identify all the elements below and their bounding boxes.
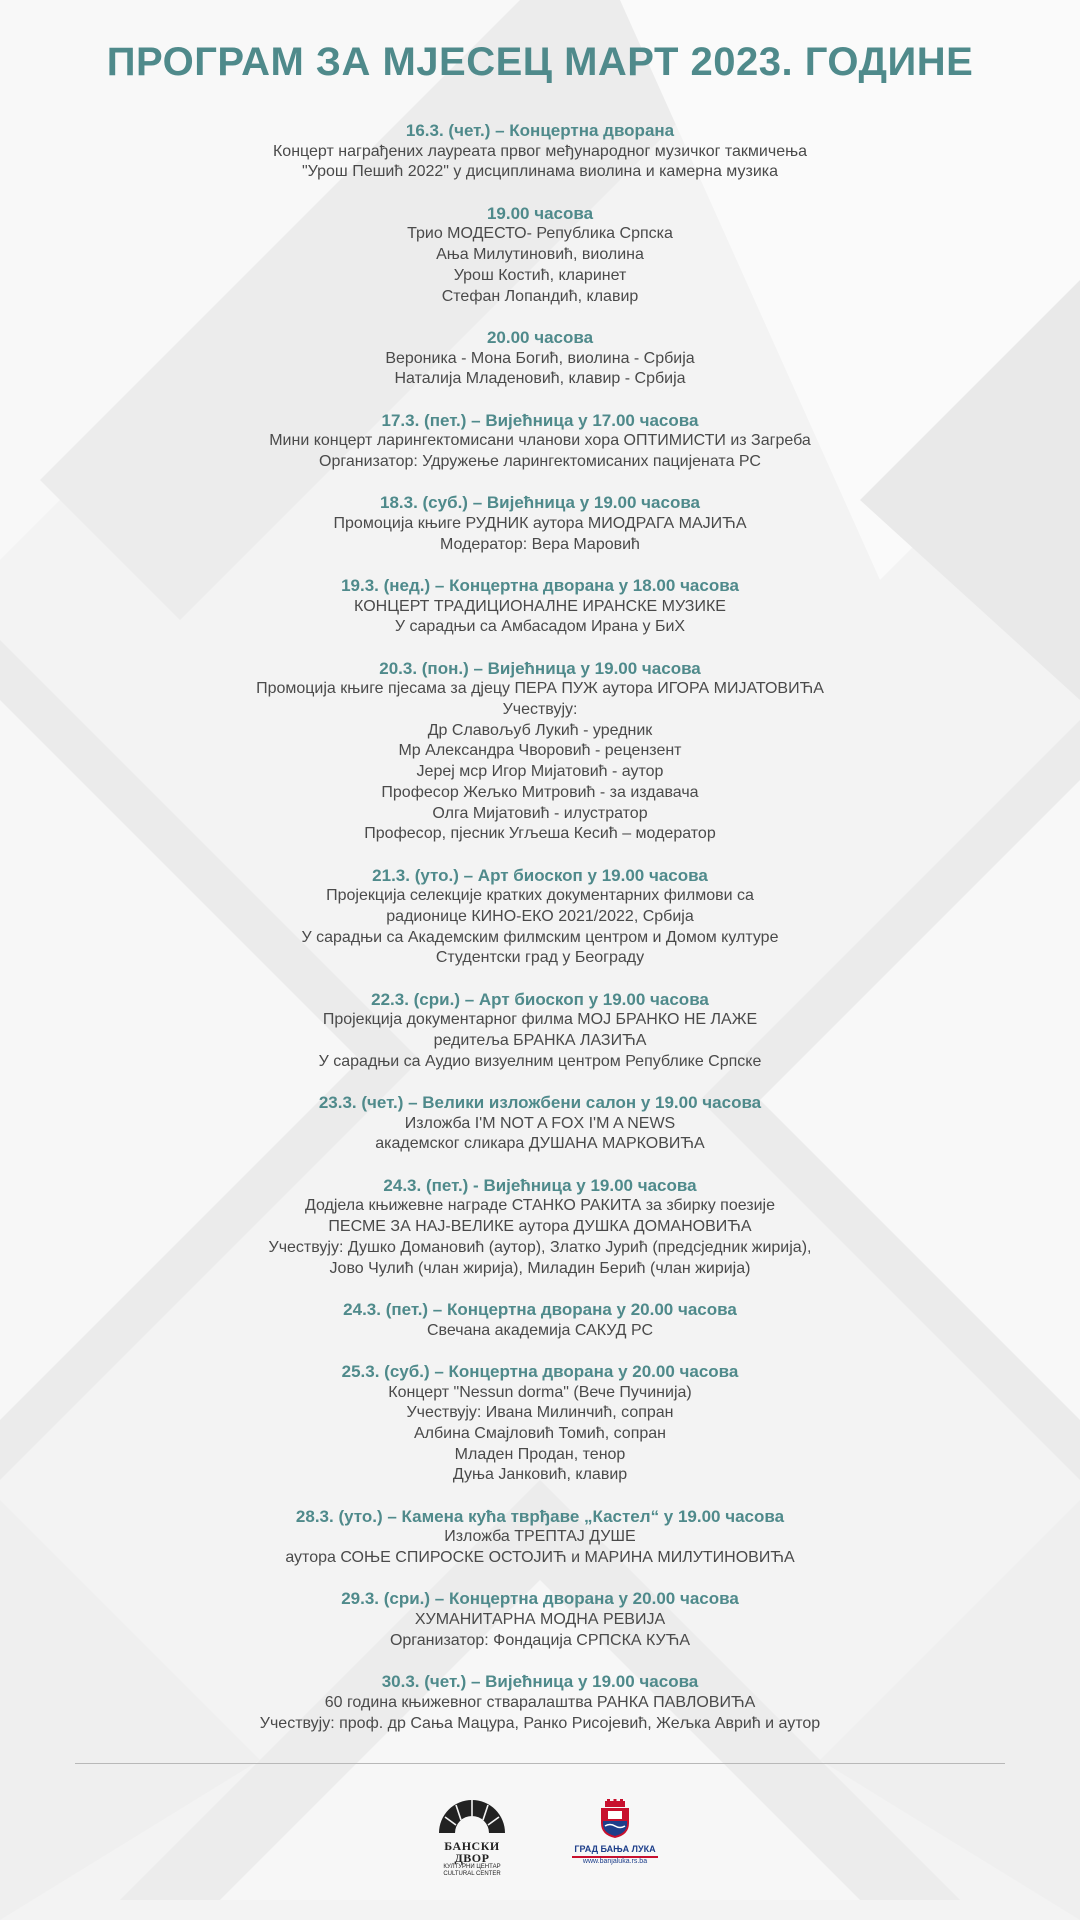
event-detail-line: Наталија Младеновић, клавир - Србија [394, 370, 686, 388]
event-detail-line: КОНЦЕРТ ТРАДИЦИОНАЛНЕ ИРАНСКЕ МУЗИКЕ [354, 597, 726, 615]
event-item [0, 866, 1080, 970]
event-detail-line: Модератор: Вера Маровић [440, 535, 640, 553]
event-detail-line: Додјела књижевне награде СТАНКО РАКИТА за збирку поезије [304, 1197, 776, 1215]
event-detail-line: У сарадњи са Академским филмским центром и Домом културе [301, 928, 779, 946]
event-detail-line: Учествују: Душко Домановић (аутор), Златко Јурић (предсједник жирија), [268, 1238, 812, 1256]
banski-dvor-arch-icon [437, 1795, 507, 1835]
event-heading: 18.3. (суб.) – Вијећница у 19.00 часова [379, 493, 701, 513]
event-detail-line: Урош Костић, кларинет [453, 266, 627, 284]
event-item [0, 411, 1080, 473]
banski-dvor-subtitle-en: CULTURAL CENTER [443, 1871, 501, 1877]
event-detail-line: Стефан Лопандић, клавир [441, 287, 639, 305]
event-heading: 20.3. (пон.) – Вијећница у 19.00 часова [379, 658, 701, 678]
event-heading: 16.3. (чет.) – Концертна дворана [405, 121, 675, 140]
event-item [0, 659, 1080, 845]
event-detail-line: "Урош Пешић 2022" у дисциплинама виолина и камерна музика [301, 163, 779, 181]
event-heading: 20.00 часова [486, 327, 594, 347]
event-detail-line: Организатор: Фондација СРПСКА КУЋА [389, 1631, 691, 1649]
event-detail-line: Свечана академија САКУД РС [426, 1321, 654, 1339]
event-heading: 19.3. (нед.) – Концертна дворана у 18.00 часова [341, 575, 739, 595]
event-detail-line: 60 година књижевног стваралаштва РАНКА ПАВЛОВИЋА [324, 1693, 756, 1711]
event-detail-line: Мини концерт ларингектомисани чланови хора ОПТИМИСТИ из Загреба [269, 432, 811, 450]
event-heading: 21.3. (уто.) – Арт биоскоп у 19.00 часова [372, 865, 708, 885]
event-heading: 17.3. (пет.) – Вијећница у 17.00 часова [381, 410, 699, 430]
event-detail-line: академског сликара ДУШАНА МАРКОВИЋА [375, 1135, 705, 1153]
event-item [0, 493, 1080, 555]
event-detail-line: Трио МОДЕСТО- Република Српска [407, 225, 673, 243]
event-detail-line: ПЕСМЕ ЗА НАЈ-ВЕЛИКЕ аутора ДУШКА ДОМАНОВИЋА [328, 1218, 752, 1236]
event-item [0, 1362, 1080, 1486]
event-detail-line: Промоција књиге пјесама за дјецу ПЕРА ПУЖ аутора ИГОРА МИЈАТОВИЋА [256, 680, 824, 698]
event-heading: 25.3. (суб.) – Концертна дворана у 20.00 часова [341, 1361, 739, 1381]
event-detail-line: Пројекција селекције кратких документарних филмови са [326, 887, 754, 905]
event-detail-line: Јереј мср Игор Мијатовић - аутор [416, 763, 664, 781]
event-heading: 28.3. (уто.) – Камена кућа тврђаве „Кастел“ у 19.00 часова [295, 1506, 785, 1526]
event-detail-line: Професор, пјесник Угљеша Кесић – модератор [364, 825, 716, 843]
event-detail-line: Студентски град у Београду [435, 949, 645, 967]
event-heading: 24.3. (пет.) - Вијећница у 19.00 часова [383, 1175, 697, 1195]
event-item [0, 990, 1080, 1073]
event-detail-line: Концерт "Nessun dorma" (Вече Пучинија) [388, 1383, 692, 1401]
event-detail-line: Дуња Јанковић, клавир [452, 1466, 628, 1484]
event-item [0, 121, 1080, 183]
footer-divider [75, 1763, 1005, 1764]
event-item [0, 1176, 1080, 1280]
event-detail-line: Др Славољуб Лукић - уредник [427, 721, 653, 739]
event-detail-line: ХУМАНИТАРНА МОДНА РЕВИЈА [414, 1611, 666, 1629]
event-detail-line: Професор Жељко Митровић - за издавача [381, 783, 699, 801]
event-detail-line: редитеља БРАНКА ЛАЗИЋА [433, 1032, 647, 1050]
event-heading: 29.3. (сри.) – Концертна дворана у 20.00 часова [341, 1589, 739, 1609]
event-detail-line: У сарадњи са Аудио визуелним центром Републике Српске [318, 1052, 762, 1070]
event-detail-line: Промоција књиге РУДНИК аутора МИОДРАГА МАЈИЋА [333, 514, 747, 532]
event-detail-line: Олга Мијатовић - илустратор [432, 804, 648, 822]
event-item [0, 576, 1080, 638]
event-heading: 19.00 часова [486, 203, 594, 223]
city-name: ГРАД БАЊА ЛУКА [574, 1844, 656, 1854]
event-heading: 22.3. (сри.) – Арт биоскоп у 19.00 часова [371, 989, 709, 1009]
event-item [0, 328, 1080, 390]
event-heading: 23.3. (чет.) – Велики изложбени салон у 19.00 часова [318, 1093, 762, 1113]
event-detail-line: аутора СОЊЕ СПИРОСКЕ ОСТОЈИЋ и МАРИНА МИЛУТИНОВИЋА [285, 1549, 795, 1567]
event-detail-line: Учествују: Ивана Милинчић, сопран [406, 1404, 674, 1422]
event-detail-line: Изложба ТРЕПТАЈ ДУШЕ [444, 1528, 636, 1546]
event-item [0, 1589, 1080, 1651]
event-detail-line: Ања Милутиновић, виолина [436, 246, 644, 264]
event-item [0, 1300, 1080, 1341]
city-website: www.banjaluka.rs.ba [582, 1858, 648, 1865]
footer-logos [0, 1795, 1080, 1890]
event-detail-line: радионице КИНО-ЕКО 2021/2022, Србија [386, 907, 694, 925]
banski-dvor-logo[interactable] [430, 1795, 514, 1878]
banski-dvor-subtitle: КУЛТУРНИ ЦЕНТАР [443, 1864, 501, 1870]
event-detail-line: Концерт награђених лауреата првог међународног музичког такмичења [272, 142, 807, 160]
event-detail-line: Албина Смајловић Томић, сопран [413, 1424, 666, 1442]
event-item [0, 1507, 1080, 1569]
event-detail-line: Учествују: проф. др Сања Мацура, Ранко Рисојевић, Жељка Аврић и аутор [259, 1714, 821, 1732]
banski-dvor-name: БАНСКИ ДВОР [444, 1839, 500, 1865]
city-coat-of-arms-icon [598, 1799, 632, 1839]
event-detail-line: Вероника - Мона Богић, виолина - Србија [385, 349, 695, 367]
event-detail-line: Јово Чулић (члан жирија), Миладин Берић (члан жирија) [329, 1259, 751, 1277]
event-item [0, 1672, 1080, 1734]
event-detail-line: Организатор: Удружење ларингектомисаних пацијената РС [319, 452, 761, 470]
grad-banja-luka-logo[interactable] [568, 1799, 662, 1866]
event-item [0, 204, 1080, 308]
event-detail-line: У сарадњи са Амбасадом Ирана у БиХ [394, 618, 686, 636]
event-heading: 24.3. (пет.) – Концертна дворана у 20.00 часова [343, 1299, 737, 1319]
page-title: ПРОГРАМ ЗА МЈЕСЕЦ МАРТ 2023. ГОДИНЕ [106, 40, 974, 84]
event-detail-line: Младен Продан, тенор [454, 1445, 626, 1463]
event-heading: 30.3. (чет.) – Вијећница у 19.00 часова [381, 1672, 699, 1692]
event-detail-line: Учествују: [502, 701, 578, 719]
event-item [0, 1093, 1080, 1155]
event-detail-line: Пројекција документарног филма МОЈ БРАНКО НЕ ЛАЖЕ [322, 1011, 758, 1029]
event-detail-line: Мр Александра Чворовић - рецензент [398, 742, 682, 760]
event-detail-line: Изложба I'M NOT A FOX I'M A NEWS [404, 1114, 676, 1132]
event-list [0, 121, 1080, 1755]
